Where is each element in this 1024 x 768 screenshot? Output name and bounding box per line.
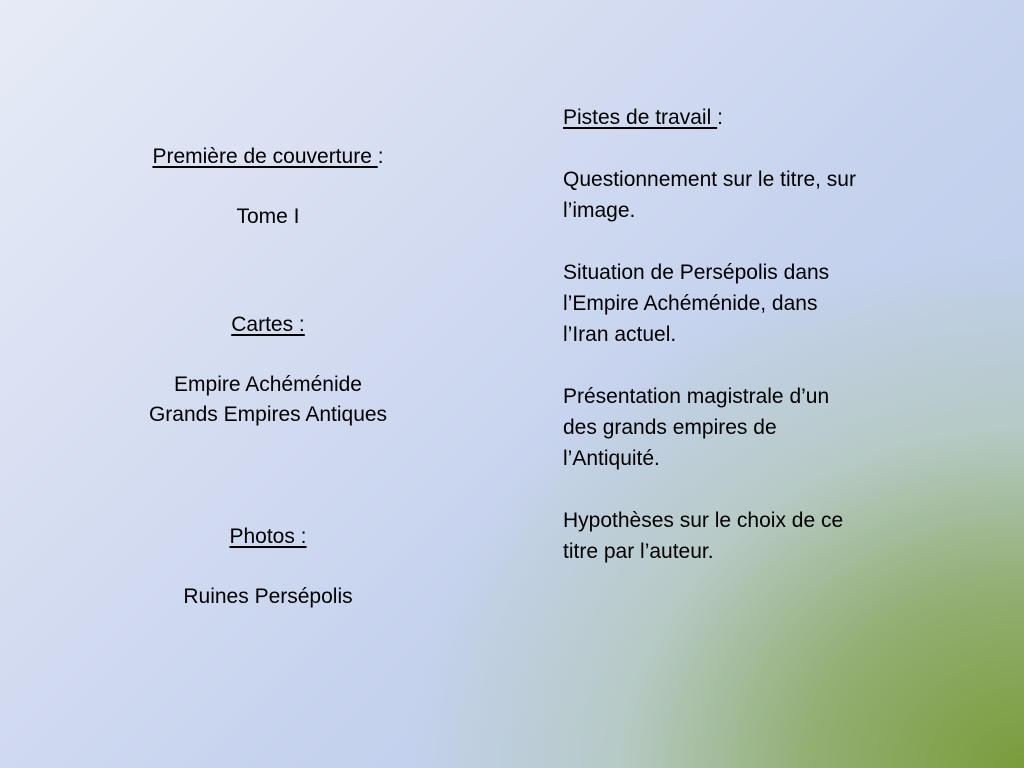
paragraph-line: l’image. [563, 199, 636, 222]
work-paragraph [563, 164, 943, 226]
right-column [563, 102, 943, 567]
maps-item: Grands Empires Antiques [148, 403, 388, 426]
paragraph-line: Hypothèses sur le choix de ce [563, 509, 844, 532]
paragraph-line: Présentation magistrale d’un [563, 385, 830, 408]
work-paragraph [563, 257, 943, 350]
cover-heading-line [98, 142, 438, 172]
paragraph-line: Situation de Persépolis dans [563, 261, 830, 284]
work-paragraph [563, 505, 943, 567]
maps-item: Empire Achéménide [174, 373, 362, 396]
cover-item: Tome I [236, 205, 300, 228]
photos-item: Ruines Persépolis [183, 585, 353, 608]
paragraph-line: titre par l’auteur. [563, 540, 714, 563]
paragraph-line: l’Antiquité. [563, 447, 660, 470]
cover-heading: Première de couverture [152, 145, 378, 168]
paragraph-line: l’Empire Achéménide, dans [563, 292, 818, 315]
work-heading-line [563, 102, 943, 133]
paragraph-line: des grands empires de [563, 416, 777, 439]
paragraph-line: Questionnement sur le titre, sur [563, 168, 856, 191]
maps-heading: Cartes : [231, 313, 305, 336]
photos-heading: Photos : [229, 525, 307, 548]
cover-heading-colon: : [377, 145, 384, 168]
paragraph-line: l’Iran actuel. [563, 323, 677, 346]
work-heading-colon: : [717, 106, 723, 129]
work-heading: Pistes de travail [563, 106, 718, 129]
left-column [98, 142, 438, 612]
work-paragraph [563, 381, 943, 474]
